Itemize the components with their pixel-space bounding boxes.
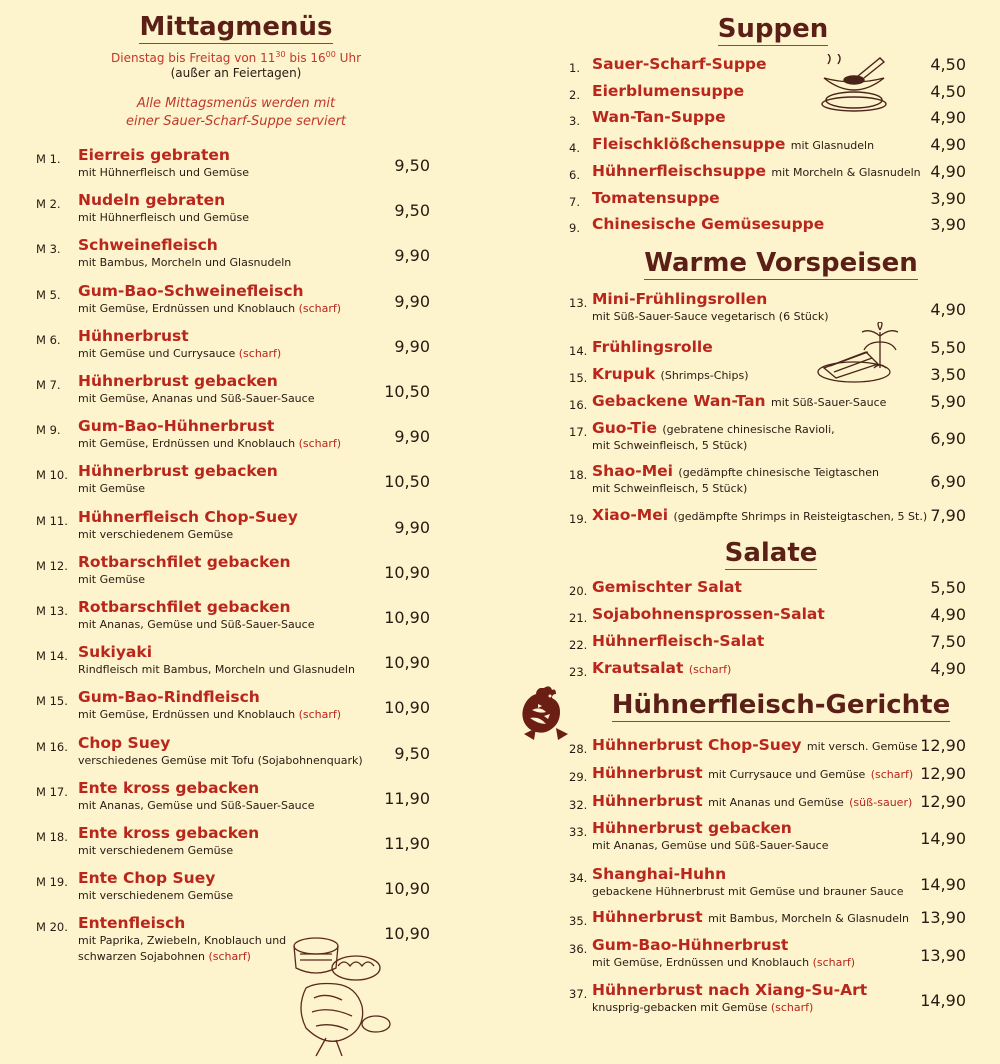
menu-item <box>566 865 966 898</box>
menu-item <box>566 736 966 760</box>
item-name-text: Hühnerfleischsuppe <box>592 161 766 180</box>
item-name <box>592 290 767 308</box>
item-description <box>78 662 355 678</box>
item-price: 4,90 <box>930 605 966 624</box>
item-description <box>78 707 341 723</box>
item-price: 6,90 <box>930 472 966 491</box>
menu-item <box>566 462 966 495</box>
item-number: M 18. <box>36 830 68 844</box>
item-number: M 19. <box>36 875 68 890</box>
item-description-line2 <box>78 949 251 965</box>
menu-item <box>566 792 966 816</box>
menu-item <box>36 824 436 868</box>
item-description-text: schwarzen Sojabohnen <box>78 950 205 964</box>
item-number: 28. <box>569 742 588 756</box>
item-name: Hühnerbrust <box>78 326 189 345</box>
item-name <box>592 365 748 383</box>
menu-item <box>36 191 436 235</box>
item-description <box>78 572 145 588</box>
item-price: 3,90 <box>930 215 966 235</box>
item-price: 9,90 <box>394 517 430 537</box>
item-description <box>78 301 341 317</box>
item-name: Hühnerfleisch Chop-Suey <box>78 507 298 526</box>
menu-item <box>566 908 966 932</box>
item-name-text: Shanghai-Huhn <box>592 865 727 883</box>
item-name <box>592 506 927 524</box>
item-inline-description: mit Morcheln & Glasnudeln <box>771 165 921 179</box>
soup-bowl-icon <box>818 54 890 112</box>
item-description-text: Rindfleisch mit Bambus, Morcheln und Glasnudeln <box>78 663 355 677</box>
menu-item <box>566 506 966 530</box>
item-description-text: mit Hühnerfleisch und Gemüse <box>78 211 249 225</box>
item-name <box>592 981 867 999</box>
item-description <box>592 481 747 497</box>
item-price: 10,90 <box>384 698 430 718</box>
item-name <box>592 55 767 73</box>
item-number: 19. <box>569 512 588 526</box>
item-number: M 9. <box>36 423 61 438</box>
item-price: 12,90 <box>920 792 966 811</box>
item-price: 5,50 <box>930 338 966 357</box>
item-number: M 5. <box>36 287 61 302</box>
item-name-text: Frühlingsrolle <box>592 338 713 356</box>
item-name: Sukiyaki <box>78 643 153 662</box>
item-description <box>78 210 249 226</box>
item-name <box>592 578 742 596</box>
item-number: 23. <box>569 665 588 679</box>
item-description <box>78 527 233 543</box>
menu-item <box>566 135 966 159</box>
menu-item <box>566 55 966 79</box>
item-number: 16. <box>569 398 588 412</box>
spicy-label: (scharf) <box>770 1001 814 1014</box>
item-description-text: mit Gemüse, Erdnüssen und Knoblauch <box>78 437 296 451</box>
item-inline-description: (gebratene chinesische Ravioli, <box>662 423 835 436</box>
item-number: 37. <box>569 987 588 1001</box>
item-name <box>592 338 713 356</box>
item-price: 9,50 <box>394 201 430 221</box>
item-number: M 16. <box>36 739 68 754</box>
item-number: M 6. <box>36 332 61 347</box>
menu-item <box>36 643 436 687</box>
item-price: 3,90 <box>930 188 966 208</box>
mittag-soup-note-1: Alle Mittagsmenüs werden mit <box>136 96 336 111</box>
item-price: 12,90 <box>920 736 966 755</box>
item-name-text: Chinesische Gemüsesuppe <box>592 215 825 234</box>
item-inline-description: mit Süß-Sauer-Sauce <box>771 396 887 409</box>
item-inline-description: mit versch. Gemüse <box>806 740 918 753</box>
salate-title: Salate <box>724 538 818 568</box>
menu-item <box>36 372 436 416</box>
item-name: Eierreis gebraten <box>78 146 230 164</box>
item-number: 15. <box>569 371 588 385</box>
item-description <box>592 884 903 900</box>
item-name <box>592 462 879 480</box>
item-price: 4,50 <box>930 81 966 101</box>
item-price: 9,90 <box>394 336 430 356</box>
item-description-text: mit Ananas, Gemüse und Süß-Sauer-Sauce <box>78 618 315 631</box>
item-description <box>78 436 341 452</box>
item-number: 22. <box>569 638 588 652</box>
item-name-text: Sauer-Scharf-Suppe <box>592 55 767 73</box>
item-price: 10,90 <box>384 879 430 899</box>
item-description <box>78 888 233 904</box>
item-name: Gum-Bao-Rindfleisch <box>78 688 260 707</box>
item-name-text: Krupuk <box>592 365 656 383</box>
item-description-text: mit Paprika, Zwiebeln, Knoblauch und <box>78 934 287 948</box>
item-name-text: Fleischklößchensuppe <box>592 135 786 154</box>
spicy-label: (scharf) <box>298 301 342 315</box>
menu-item <box>36 462 436 506</box>
menu-item <box>36 869 436 913</box>
item-number: 29. <box>569 770 588 784</box>
item-name <box>592 135 874 153</box>
item-name-text: Xiao-Mei <box>592 506 669 524</box>
item-price: 4,90 <box>930 659 966 678</box>
menu-item <box>566 981 966 1014</box>
item-name <box>592 764 913 782</box>
item-description-text: mit Gemüse, Erdnüssen und Knoblauch <box>78 301 296 315</box>
item-name <box>592 419 835 437</box>
huhn-title: Hühnerfleisch-Gerichte <box>611 690 951 720</box>
item-name <box>592 82 744 100</box>
item-price: 14,90 <box>920 991 966 1010</box>
dim-sum-illustration-icon <box>286 928 396 1058</box>
item-description <box>592 955 855 971</box>
item-number: M 13. <box>36 604 68 618</box>
item-name-text: Hühnerbrust gebacken <box>592 819 792 837</box>
item-description-text: mit Gemüse, Erdnüssen und Knoblauch <box>592 956 810 969</box>
item-name-text: Krautsalat <box>592 659 684 677</box>
item-number: 2. <box>569 87 580 102</box>
menu-item <box>566 936 966 969</box>
item-price: 14,90 <box>920 875 966 894</box>
menu-item <box>566 108 966 132</box>
spicy-label: (scharf) <box>238 346 282 360</box>
item-price: 4,90 <box>930 161 966 181</box>
item-number: 32. <box>569 798 588 812</box>
menu-item <box>36 779 436 823</box>
item-price: 9,90 <box>394 427 430 447</box>
item-name: Hühnerbrust gebacken <box>78 372 278 390</box>
item-name <box>592 819 792 837</box>
item-number: 33. <box>569 825 588 839</box>
item-description-text: mit Schweinfleisch, 5 Stück) <box>592 482 748 495</box>
item-name: Ente kross gebacken <box>78 778 260 797</box>
spicy-label: (scharf) <box>812 956 856 969</box>
item-price: 11,90 <box>384 788 430 808</box>
item-name <box>592 108 726 126</box>
item-name <box>592 865 726 883</box>
spicy-label: (scharf) <box>298 437 342 451</box>
item-price: 9,90 <box>394 291 430 311</box>
item-description <box>78 391 314 407</box>
item-number: 36. <box>569 942 588 956</box>
item-price: 9,50 <box>394 156 430 175</box>
mittag-holiday-note: (außer an Feiertagen) <box>170 66 302 80</box>
menu-item <box>566 189 966 213</box>
item-name-text: Wan-Tan-Suppe <box>592 108 726 127</box>
item-price: 11,90 <box>384 834 430 853</box>
item-description-text: mit Süß-Sauer-Sauce vegetarisch (6 Stück) <box>592 310 829 323</box>
item-inline-description: (gedämpfte chinesische Teigtaschen <box>678 466 879 479</box>
item-description <box>78 617 314 633</box>
item-number: 6. <box>569 167 580 182</box>
item-name: Gum-Bao-Schweinefleisch <box>78 281 304 300</box>
item-inline-description: (gedämpfte Shrimps in Reisteigtaschen, 5 St.) <box>673 510 928 523</box>
suppen-title: Suppen <box>717 14 829 44</box>
menu-item <box>36 734 436 778</box>
item-description-text: mit Schweinfleisch, 5 Stück) <box>592 439 748 452</box>
menu-item <box>566 162 966 186</box>
item-name-text: Gum-Bao-Hühnerbrust <box>592 936 789 954</box>
item-inline-description: mit Currysauce und Gemüse <box>708 768 866 781</box>
item-number: 9. <box>569 221 580 236</box>
item-description-text: mit Hühnerfleisch und Gemüse <box>78 166 249 179</box>
item-description-text: mit Gemüse, Ananas und Süß-Sauer-Sauce <box>78 392 315 405</box>
item-description-text: mit Gemüse, Erdnüssen und Knoblauch <box>78 708 296 722</box>
item-name <box>592 392 886 410</box>
item-description-text: knusprig-gebacken mit Gemüse <box>592 1001 768 1014</box>
item-price: 7,90 <box>930 506 966 525</box>
spicy-label: (scharf) <box>298 708 342 722</box>
menu-item <box>36 327 436 371</box>
item-inline-description: mit Bambus, Morcheln & Glasnudeln <box>708 912 909 925</box>
item-number: M 1. <box>36 152 61 166</box>
item-description <box>592 438 747 454</box>
menu-item <box>36 553 436 597</box>
menu-item <box>566 605 966 629</box>
item-price: 9,90 <box>394 246 430 266</box>
item-number: M 10. <box>36 468 68 483</box>
item-price: 13,90 <box>920 946 966 965</box>
menu-item <box>36 508 436 552</box>
item-description-text: mit Gemüse <box>78 482 146 496</box>
item-description <box>78 346 281 362</box>
item-number: 34. <box>569 871 588 885</box>
item-name <box>592 792 912 810</box>
item-name-text: Shao-Mei <box>592 462 673 480</box>
item-price: 10,50 <box>384 472 430 492</box>
item-description <box>78 798 314 814</box>
item-name <box>592 605 825 623</box>
item-description-text: mit verschiedenem Gemüse <box>78 889 234 903</box>
item-description-text: gebackene Hühnerbrust mit Gemüse und brauner Sauce <box>592 885 904 898</box>
item-number: M 15. <box>36 694 68 709</box>
item-price: 4,90 <box>930 300 966 319</box>
item-price: 5,90 <box>930 392 966 411</box>
item-price: 4,90 <box>930 108 966 128</box>
item-inline-description: (Shrimps-Chips) <box>660 369 749 382</box>
item-price: 7,50 <box>930 632 966 651</box>
item-name-text: Hühnerbrust <box>592 792 703 810</box>
menu-item <box>566 659 966 683</box>
item-name <box>592 215 824 233</box>
item-description <box>78 933 286 949</box>
mittag-soup-note-2: einer Sauer-Scharf-Suppe serviert <box>125 114 347 129</box>
item-price: 3,50 <box>930 365 966 384</box>
vorspeisen-title: Warme Vorspeisen <box>644 248 918 278</box>
spicy-label: (scharf) <box>870 768 914 781</box>
item-description-text: mit Ananas, Gemüse und Süß-Sauer-Sauce <box>592 839 829 852</box>
item-number: 20. <box>569 584 588 598</box>
item-name: Schweinefleisch <box>78 236 218 255</box>
item-number: 35. <box>569 914 588 928</box>
item-name <box>592 189 720 207</box>
item-description <box>78 165 249 181</box>
menu-item <box>36 688 436 732</box>
menu-item <box>36 417 436 461</box>
item-name: Rotbarschfilet gebacken <box>78 598 291 616</box>
item-name: Hühnerbrust gebacken <box>78 462 278 481</box>
rooster-papercut-icon <box>516 684 572 744</box>
item-description-text: mit Gemüse <box>78 572 146 586</box>
item-name <box>592 659 731 677</box>
item-price: 4,90 <box>930 135 966 155</box>
item-name-text: Sojabohnensprossen-Salat <box>592 605 825 623</box>
menu-item <box>566 290 966 323</box>
item-name: Ente kross gebacken <box>78 824 260 842</box>
item-number: M 12. <box>36 558 68 573</box>
item-number: 18. <box>569 468 588 482</box>
item-price: 9,50 <box>394 743 430 763</box>
item-name-text: Tomatensuppe <box>592 188 720 207</box>
menu-item <box>566 365 966 389</box>
item-name: Entenfleisch <box>78 914 186 933</box>
item-name <box>592 908 909 926</box>
item-name-text: Gemischter Salat <box>592 578 742 596</box>
item-number: 7. <box>569 194 580 209</box>
item-price: 10,90 <box>384 653 430 673</box>
item-description <box>78 481 145 497</box>
item-price: 6,90 <box>930 429 966 448</box>
item-description <box>78 753 363 769</box>
item-price: 10,90 <box>384 562 430 582</box>
item-name-text: Mini-Frühlingsrollen <box>592 290 768 308</box>
menu-item <box>566 338 966 362</box>
spicy-label: (scharf) <box>688 663 732 676</box>
item-name-text: Gebackene Wan-Tan <box>592 392 766 410</box>
item-description <box>592 838 828 854</box>
item-number: M 7. <box>36 378 61 392</box>
item-description <box>592 1000 813 1016</box>
item-name: Chop Suey <box>78 733 171 752</box>
spicy-label: (scharf) <box>208 950 251 964</box>
item-name <box>592 936 788 954</box>
menu-item <box>566 819 966 852</box>
menu-item <box>566 82 966 106</box>
mittag-title: Mittagmenüs <box>139 12 333 42</box>
item-name <box>592 162 921 180</box>
item-description-text: mit Gemüse und Currysauce <box>78 346 236 360</box>
item-name: Rotbarschfilet gebacken <box>78 552 291 571</box>
spring-roll-plate-icon <box>816 322 900 388</box>
menu-item <box>566 764 966 788</box>
item-number: M 20. <box>36 920 68 935</box>
mittag-hours: Dienstag bis Freitag von $11^{30}$ bis $16^{00}$ Uhr <box>111 50 361 65</box>
item-number: 21. <box>569 611 588 625</box>
item-name-text: Hühnerbrust <box>592 764 703 782</box>
item-name <box>592 632 764 650</box>
item-number: 3. <box>569 114 580 129</box>
item-name: Ente Chop Suey <box>78 869 216 888</box>
item-description <box>78 255 291 271</box>
item-number: 14. <box>569 344 588 358</box>
item-number: M 11. <box>36 513 68 528</box>
menu-item <box>36 236 436 280</box>
item-price: 14,90 <box>920 829 966 848</box>
spicy-label: (süß-sauer) <box>849 796 913 809</box>
item-number: 4. <box>569 141 580 156</box>
item-price: 12,90 <box>920 764 966 783</box>
item-number: 13. <box>569 296 588 310</box>
item-name-text: Hühnerbrust Chop-Suey <box>592 736 802 754</box>
item-description-text: mit Ananas, Gemüse und Süß-Sauer-Sauce <box>78 798 315 812</box>
item-number: M 14. <box>36 649 68 664</box>
menu-item <box>36 146 436 190</box>
item-name: Nudeln gebraten <box>78 191 226 210</box>
menu-item <box>566 419 966 452</box>
item-name-text: Hühnerfleisch-Salat <box>592 632 765 650</box>
item-number: M 3. <box>36 242 61 257</box>
item-name: Gum-Bao-Hühnerbrust <box>78 417 275 436</box>
item-description <box>78 843 233 859</box>
item-inline-description: mit Glasnudeln <box>790 139 875 153</box>
item-name-text: Hühnerbrust <box>592 908 703 926</box>
item-number: 1. <box>569 61 580 75</box>
item-number: M 17. <box>36 784 68 799</box>
menu-item <box>566 215 966 239</box>
item-price: 10,90 <box>384 608 430 627</box>
item-number: M 2. <box>36 197 61 212</box>
item-description <box>592 309 829 325</box>
item-price: 5,50 <box>930 578 966 597</box>
menu-item <box>566 632 966 656</box>
item-price: 10,90 <box>384 924 430 944</box>
item-description-text: mit verschiedenem Gemüse <box>78 844 234 857</box>
item-description-text: mit verschiedenem Gemüse <box>78 527 234 541</box>
item-name-text: Guo-Tie <box>592 419 657 437</box>
item-price: 13,90 <box>920 908 966 927</box>
item-price: 10,50 <box>384 382 430 401</box>
item-name-text: Hühnerbrust nach Xiang-Su-Art <box>592 981 868 999</box>
item-description-text: mit Bambus, Morcheln und Glasnudeln <box>78 256 292 270</box>
item-name-text: Eierblumensuppe <box>592 81 745 100</box>
menu-item <box>36 598 436 642</box>
item-inline-description: mit Ananas und Gemüse <box>708 796 844 809</box>
item-price: 4,50 <box>930 55 966 74</box>
item-number: 17. <box>569 425 588 439</box>
menu-item <box>36 282 436 326</box>
menu-item <box>566 578 966 602</box>
item-description-text: verschiedenes Gemüse mit Tofu (Sojabohnenquark) <box>78 753 363 767</box>
menu-item <box>566 392 966 416</box>
item-name <box>592 736 917 754</box>
